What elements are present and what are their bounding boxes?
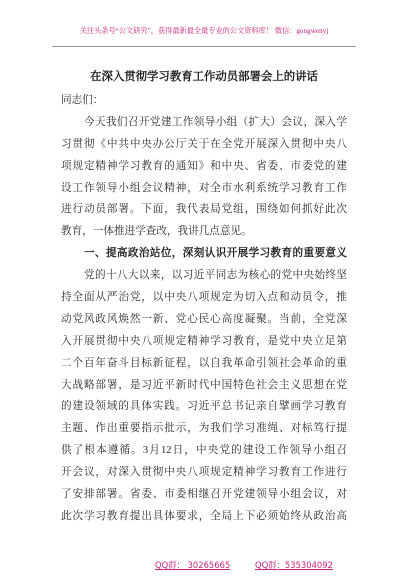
header-divider <box>52 46 356 47</box>
paragraph-section-1 <box>61 265 347 528</box>
paragraph-line: 设工作领导小组会议精神，对全市水利系统学习教育工作 <box>61 182 347 194</box>
paragraph-line: 项规定精神学习教育的通知》和中央、省委、市委党的建 <box>61 160 347 172</box>
paragraph-line: 入开展贯彻中央八项规定精神学习教育，是党中央立足第 <box>61 335 347 347</box>
paragraph-line: 此次学习教育提出具体要求，全局上下必须始终从政治高 <box>61 510 347 522</box>
footer-qq-group-1: QQ群： 30265665 <box>155 560 231 570</box>
paragraph-line: 党的十八大以来，以习近平同志为核心的党中央始终坚 <box>84 270 347 282</box>
paragraph-line: 今天我们召开党建工作领导小组（扩大）会议，深入学 <box>84 116 347 128</box>
section-heading-1: 一、提高政治站位，深刻认识开展学习教育的重要意义 <box>84 248 347 260</box>
paragraph-line: 了安排部署。省委、市委相继召开党建领导小组会议，对 <box>61 489 347 501</box>
footer-qq-group-2: QQ群：535304092 <box>255 560 333 570</box>
paragraph-line: 动党风政风焕然一新、党心民心高度凝聚。当前，全党深 <box>61 313 347 325</box>
paragraph-line: 二个百年奋斗目标新征程，以自我革命引领社会革命的重 <box>61 357 347 369</box>
paragraph-line: 主题、作出重要指示批示，为我们学习准绳、对标笃行提 <box>61 423 347 435</box>
paragraph-line: 开会议，对深入贯彻中央八项规定精神学习教育工作进行 <box>61 467 347 479</box>
paragraph-opening <box>61 112 347 243</box>
paragraph-line: 教育，一体推进学查改，我讲几点意见。 <box>61 226 252 238</box>
paragraph-line: 进行动员部署。下面，我代表局党组，围绕如何抓好此次 <box>61 204 347 216</box>
paragraph-line: 持全面从严治党，以中央八项规定为切入点和动员令，推 <box>61 292 347 304</box>
paragraph-line: 大战略部署，是习近平新时代中国特色社会主义思想在党 <box>61 379 347 391</box>
paragraph-line: 的建设领域的具体实践。习近平总书记亲自擘画学习教育 <box>61 401 347 413</box>
salutation: 同志们： <box>61 95 104 106</box>
header-promo-note: 关注头条号“公文研究”，获得最新最全最专业的公文资料库！ 微信：gongwenyj <box>79 27 329 35</box>
speech-title: 在深入贯彻学习教育工作动员部署会上的讲话 <box>90 71 318 83</box>
paragraph-line: 习贯彻《中共中央办公厅关于在全党开展深入贯彻中央八 <box>61 138 347 150</box>
paragraph-line: 供了根本遵循。3月12日，中央党的建设工作领导小组召 <box>61 445 347 457</box>
document-body <box>61 90 347 528</box>
